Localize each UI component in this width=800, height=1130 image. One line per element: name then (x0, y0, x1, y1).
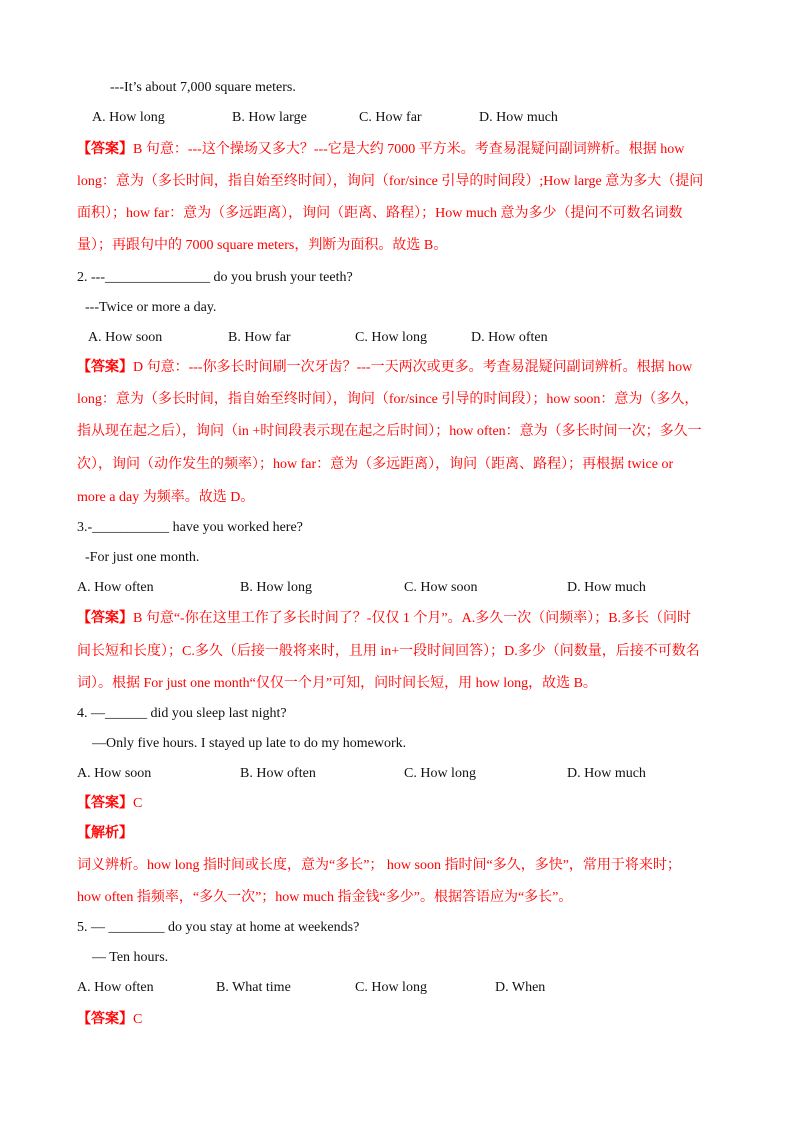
q4-option-c: C. How long (404, 766, 476, 781)
q1-answer-line-4: 量）；再跟句中的 7000 square meters，判断为面积。故选 B。 (77, 238, 448, 253)
q1-option-c: C. How far (359, 110, 422, 125)
q5-option-b: B. What time (216, 980, 291, 995)
q3-question: 3.-___________ have you worked here? (77, 520, 303, 535)
q1-answer-line-3: 面积）；how far：意为（多远距离），询问（距离、路程）；How much 意为多少（提问不可数名词数 (77, 206, 683, 221)
q3-reply: -For just one month. (85, 550, 200, 565)
q1-answer-line-2: long：意为（多长时间，指自始至终时间），询问（for/since 引导的时间段）;How large 意为多大（提问 (77, 174, 704, 189)
q3-answer-text-1: B 句意“-你在这里工作了多长时间了？-仅仅 1 个月”。A.多久一次（问频率）；B.多长（问时 (133, 611, 692, 626)
q1-answer-text-1: B 句意：---这个操场又多大？---它是大约 7000 平方米。考查易混疑问副词辨析。根据 how (133, 142, 685, 157)
q4-reply: —Only five hours. I stayed up late to do my homework. (92, 736, 407, 751)
q2-answer-line-5: more a day 为频率。故选 D。 (77, 490, 255, 505)
q3-answer-line-2: 间长短和长度）；C.多久（后接一般将来时，且用 in+一段时间回答）；D.多少（问数量，后接不可数名 (77, 644, 700, 659)
q2-answer-tag: 【答案】 (77, 360, 133, 375)
q5-answer (77, 1010, 142, 1030)
q2-answer-line-3: 指从现在起之后），询问（in +时间段表示现在起之后时间）；how often：意为（多长时间一次；多久一 (77, 424, 702, 439)
q2-option-a: A. How soon (88, 330, 163, 345)
q3-option-d: D. How much (567, 580, 646, 595)
q3-option-c: C. How soon (404, 580, 478, 595)
q4-answer-tag: 【答案】 (77, 796, 133, 811)
q2-option-b: B. How far (228, 330, 291, 345)
q4-option-a: A. How soon (77, 766, 152, 781)
q4-analysis-line-1: 词义辨析。how long 指时间或长度，意为“多长”； how soon 指时间“多久，多快”，常用于将来时； (77, 858, 681, 873)
q4-option-b: B. How often (240, 766, 316, 781)
q1-option-a: A. How long (92, 110, 165, 125)
q1-answer-tag: 【答案】 (77, 142, 133, 157)
q5-option-a: A. How often (77, 980, 154, 995)
q5-reply: — Ten hours. (92, 950, 169, 965)
q1-option-d: D. How much (479, 110, 558, 125)
q1-option-b: B. How large (232, 110, 307, 125)
q4-question: 4. —______ did you sleep last night? (77, 706, 287, 721)
q4-analysis-line-2: how often 指频率，“多久一次”；how much 指金钱“多少”。根据答语应为“多长”。 (77, 890, 573, 905)
q4-answer-value: C (133, 796, 143, 811)
q1-answer-line-1 (77, 140, 684, 160)
q2-reply: ---Twice or more a day. (85, 300, 217, 315)
q2-answer-text-1: D 句意：---你多长时间刷一次牙齿？---一天两次或更多。考查易混疑问副词辨析。根据 how (133, 360, 693, 375)
q5-option-c: C. How long (355, 980, 427, 995)
q3-option-a: A. How often (77, 580, 154, 595)
q2-answer-line-2: long：意为（多长时间，指自始至终时间），询问（for/since 引导的时间段）；how soon：意为（多久， (77, 392, 699, 407)
q4-option-d: D. How much (567, 766, 646, 781)
q4-answer (77, 794, 142, 814)
q4-analysis-tag: 【解析】 (77, 826, 133, 841)
q5-option-d: D. When (495, 980, 546, 995)
q2-answer-line-1 (77, 358, 692, 378)
q3-answer-line-3: 词）。根据 For just one month“仅仅一个月”可知，问时间长短，用 how long，故选 B。 (77, 676, 597, 691)
q3-answer-line-1 (77, 609, 691, 629)
q2-question: 2. ---_______________ do you brush your teeth? (77, 270, 353, 285)
q2-answer-line-4: 次），询问（动作发生的频率）；how far：意为（多远距离），询问（距离、路程）；再根据 twice or (77, 457, 674, 472)
q2-option-c: C. How long (355, 330, 427, 345)
q2-option-d: D. How often (471, 330, 548, 345)
q3-option-b: B. How long (240, 580, 312, 595)
q5-answer-tag: 【答案】 (77, 1012, 133, 1027)
q1-reply: ---It’s about 7,000 square meters. (110, 80, 296, 95)
q5-answer-value: C (133, 1012, 143, 1027)
q3-answer-tag: 【答案】 (77, 611, 133, 626)
q5-question: 5. — ________ do you stay at home at weekends? (77, 920, 360, 935)
